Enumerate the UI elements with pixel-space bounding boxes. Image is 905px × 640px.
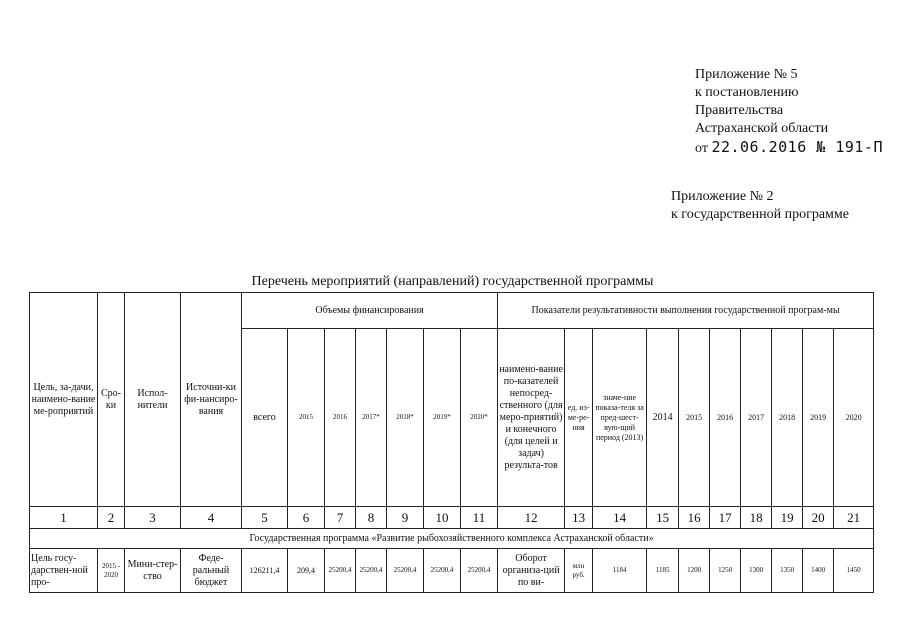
indicator-value-cell: 1300 (741, 549, 772, 593)
table-row (30, 549, 874, 593)
indicator-cell: Оборот организа-ций по ви- (498, 549, 565, 593)
column-number: 2 (98, 507, 125, 529)
funding-cell: 209,4 (288, 549, 325, 593)
indicator-value-cell: 1200 (679, 549, 710, 593)
indicator-value-cell: 1350 (772, 549, 803, 593)
header-indicator-year: 2016 (710, 329, 741, 507)
column-number: 20 (803, 507, 834, 529)
indicator-value-cell: 1185 (647, 549, 679, 593)
header-indicator-year: 2014 (647, 329, 679, 507)
header-goal: Цель, за-дачи, наимено-вание ме-роприятий (30, 293, 98, 507)
source-cell: Феде-ральный бюджет (181, 549, 242, 593)
funding-cell: 25200,4 (356, 549, 387, 593)
header-indicator-year: 2019 (803, 329, 834, 507)
header-indicator-name: наимено-вание по-казателей непосред-ственного (для меро-приятий) и конечного (для целей и задач) результа-тов (498, 329, 565, 507)
header-unit: ед. из-ме-ре-ния (565, 329, 593, 507)
date-handwritten: 22.06.2016 № 191-П (711, 138, 883, 156)
column-number: 17 (710, 507, 741, 529)
appendix-2-line2: к государственной программе (671, 207, 849, 222)
column-number: 15 (647, 507, 679, 529)
column-number: 18 (741, 507, 772, 529)
header-funding-total: всего (242, 329, 288, 507)
column-number: 1 (30, 507, 98, 529)
terms-cell: 2015 - 2020 (98, 549, 125, 593)
indicator-value-cell: 1450 (834, 549, 874, 593)
date-prefix: от (695, 141, 708, 156)
header-executors: Испол-нители (125, 293, 181, 507)
header-funding-year: 2017* (356, 329, 387, 507)
executor-cell: Мини-стер-ство (125, 549, 181, 593)
funding-cell: 25200,4 (325, 549, 356, 593)
column-number: 6 (288, 507, 325, 529)
header-indicator-year: 2020 (834, 329, 874, 507)
appendix-5-line1: Приложение № 5 (695, 67, 798, 82)
header-funding-year: 2018* (387, 329, 424, 507)
appendix-2-line1: Приложение № 2 (671, 189, 774, 204)
column-number: 19 (772, 507, 803, 529)
header-funding-group: Объемы финансирования (242, 293, 498, 329)
indicator-value-cell: 1400 (803, 549, 834, 593)
appendix-5-date (695, 138, 883, 158)
column-number: 13 (565, 507, 593, 529)
program-name-row: Государственная программа «Развитие рыбохозяйственного комплекса Астраханской области» (30, 529, 874, 549)
header-indicator-year: 2017 (741, 329, 772, 507)
appendix-5-block (695, 66, 883, 158)
column-number: 21 (834, 507, 874, 529)
column-number: 12 (498, 507, 565, 529)
column-number: 7 (325, 507, 356, 529)
column-number: 8 (356, 507, 387, 529)
column-number: 5 (242, 507, 288, 529)
header-indicator-year: 2015 (679, 329, 710, 507)
header-indicator-year: 2018 (772, 329, 803, 507)
header-indicators-group: Показатели результативности выполнения государственной програм-мы (498, 293, 874, 329)
appendix-5-line4: Астраханской области (695, 121, 829, 136)
funding-cell: 25200,4 (461, 549, 498, 593)
column-number: 14 (593, 507, 647, 529)
column-number: 10 (424, 507, 461, 529)
measures-table (29, 292, 874, 593)
appendix-5-line3: Правительства (695, 103, 784, 118)
indicator-value-cell: 1250 (710, 549, 741, 593)
column-number: 11 (461, 507, 498, 529)
total-cell: 126211,4 (242, 549, 288, 593)
header-funding-year: 2016 (325, 329, 356, 507)
header-terms: Сро-ки (98, 293, 125, 507)
column-numbers-row (30, 507, 874, 529)
column-number: 9 (387, 507, 424, 529)
header-sources: Источни-ки фи-нансиро-вания (181, 293, 242, 507)
column-number: 3 (125, 507, 181, 529)
unit-cell: млн руб. (565, 549, 593, 593)
appendix-5-line2: к постановлению (695, 85, 799, 100)
header-funding-year: 2020* (461, 329, 498, 507)
header-base-value: значе-ние показа-теля за пред-шест-вую-щий период (2013) (593, 329, 647, 507)
appendix-2-block (671, 188, 849, 224)
base-value-cell: 1184 (593, 549, 647, 593)
funding-cell: 25200,4 (424, 549, 461, 593)
goal-cell: Цель госу-дарствен-ной про- (30, 549, 98, 593)
header-funding-year: 2019* (424, 329, 461, 507)
column-number: 16 (679, 507, 710, 529)
document-title: Перечень мероприятий (направлений) государственной программы (251, 274, 654, 289)
funding-cell: 25200,4 (387, 549, 424, 593)
header-funding-year: 2015 (288, 329, 325, 507)
column-number: 4 (181, 507, 242, 529)
